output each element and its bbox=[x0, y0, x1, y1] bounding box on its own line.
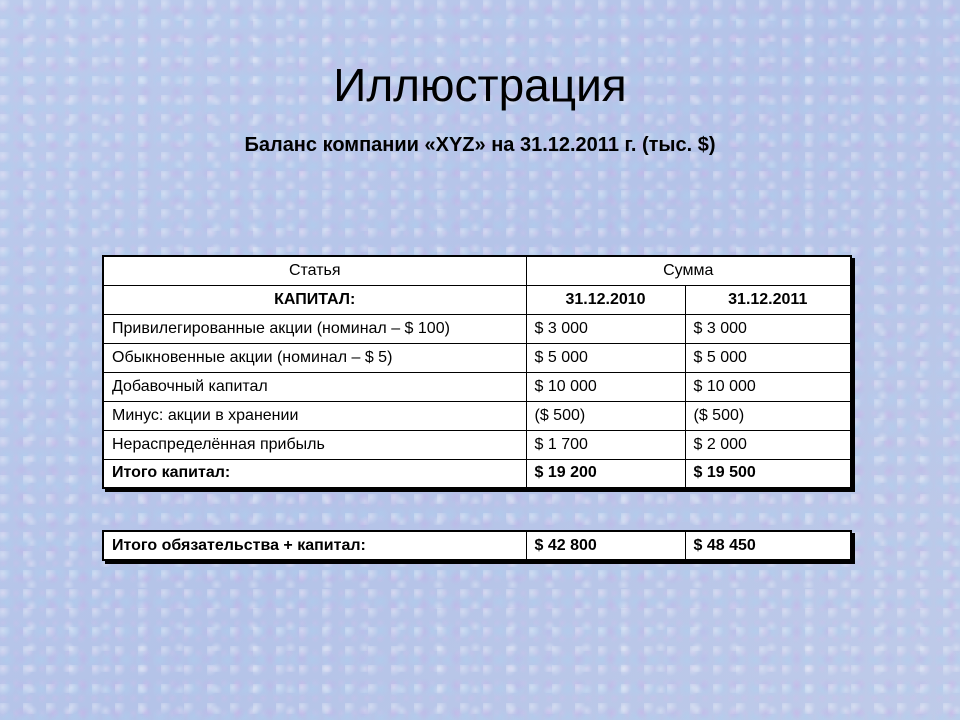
table-row bbox=[103, 343, 851, 372]
total-item: Итого капитал: bbox=[103, 459, 526, 488]
table-row bbox=[103, 430, 851, 459]
row-item: Минус: акции в хранении bbox=[103, 401, 526, 430]
row-value-2011: $ 3 000 bbox=[685, 314, 851, 343]
row-value-2010: $ 3 000 bbox=[526, 314, 685, 343]
row-value-2011: ($ 500) bbox=[685, 401, 851, 430]
total-row bbox=[103, 459, 851, 488]
slide-subtitle: Баланс компании «XYZ» на 31.12.2011 г. (тыс. $) bbox=[244, 134, 716, 156]
row-item: Нераспределённая прибыль bbox=[103, 430, 526, 459]
total-value-2011: $ 19 500 bbox=[685, 459, 851, 488]
row-value-2011: $ 5 000 bbox=[685, 343, 851, 372]
row-value-2010: $ 10 000 bbox=[526, 372, 685, 401]
balance-table bbox=[102, 255, 852, 489]
row-value-2010: ($ 500) bbox=[526, 401, 685, 430]
row-value-2010: $ 5 000 bbox=[526, 343, 685, 372]
section-label: КАПИТАЛ: bbox=[103, 285, 526, 314]
date-2011: 31.12.2011 bbox=[685, 285, 851, 314]
table-row bbox=[103, 314, 851, 343]
grand-total-value-2010: $ 42 800 bbox=[526, 531, 685, 560]
date-2010: 31.12.2010 bbox=[526, 285, 685, 314]
header-item: Статья bbox=[103, 256, 526, 285]
grand-total-value-2011: $ 48 450 bbox=[685, 531, 851, 560]
table-row bbox=[103, 401, 851, 430]
slide-title: Иллюстрация bbox=[333, 59, 627, 111]
row-item: Привилегированные акции (номинал – $ 100) bbox=[103, 314, 526, 343]
row-item: Обыкновенные акции (номинал – $ 5) bbox=[103, 343, 526, 372]
header-sum: Сумма bbox=[526, 256, 851, 285]
table-row bbox=[103, 372, 851, 401]
grand-total-table bbox=[102, 530, 852, 561]
total-value-2010: $ 19 200 bbox=[526, 459, 685, 488]
grand-total-row bbox=[103, 531, 851, 560]
table-header-row bbox=[103, 256, 851, 285]
row-value-2011: $ 2 000 bbox=[685, 430, 851, 459]
section-row bbox=[103, 285, 851, 314]
grand-total-item: Итого обязательства + капитал: bbox=[103, 531, 526, 560]
row-value-2010: $ 1 700 bbox=[526, 430, 685, 459]
row-value-2011: $ 10 000 bbox=[685, 372, 851, 401]
row-item: Добавочный капитал bbox=[103, 372, 526, 401]
